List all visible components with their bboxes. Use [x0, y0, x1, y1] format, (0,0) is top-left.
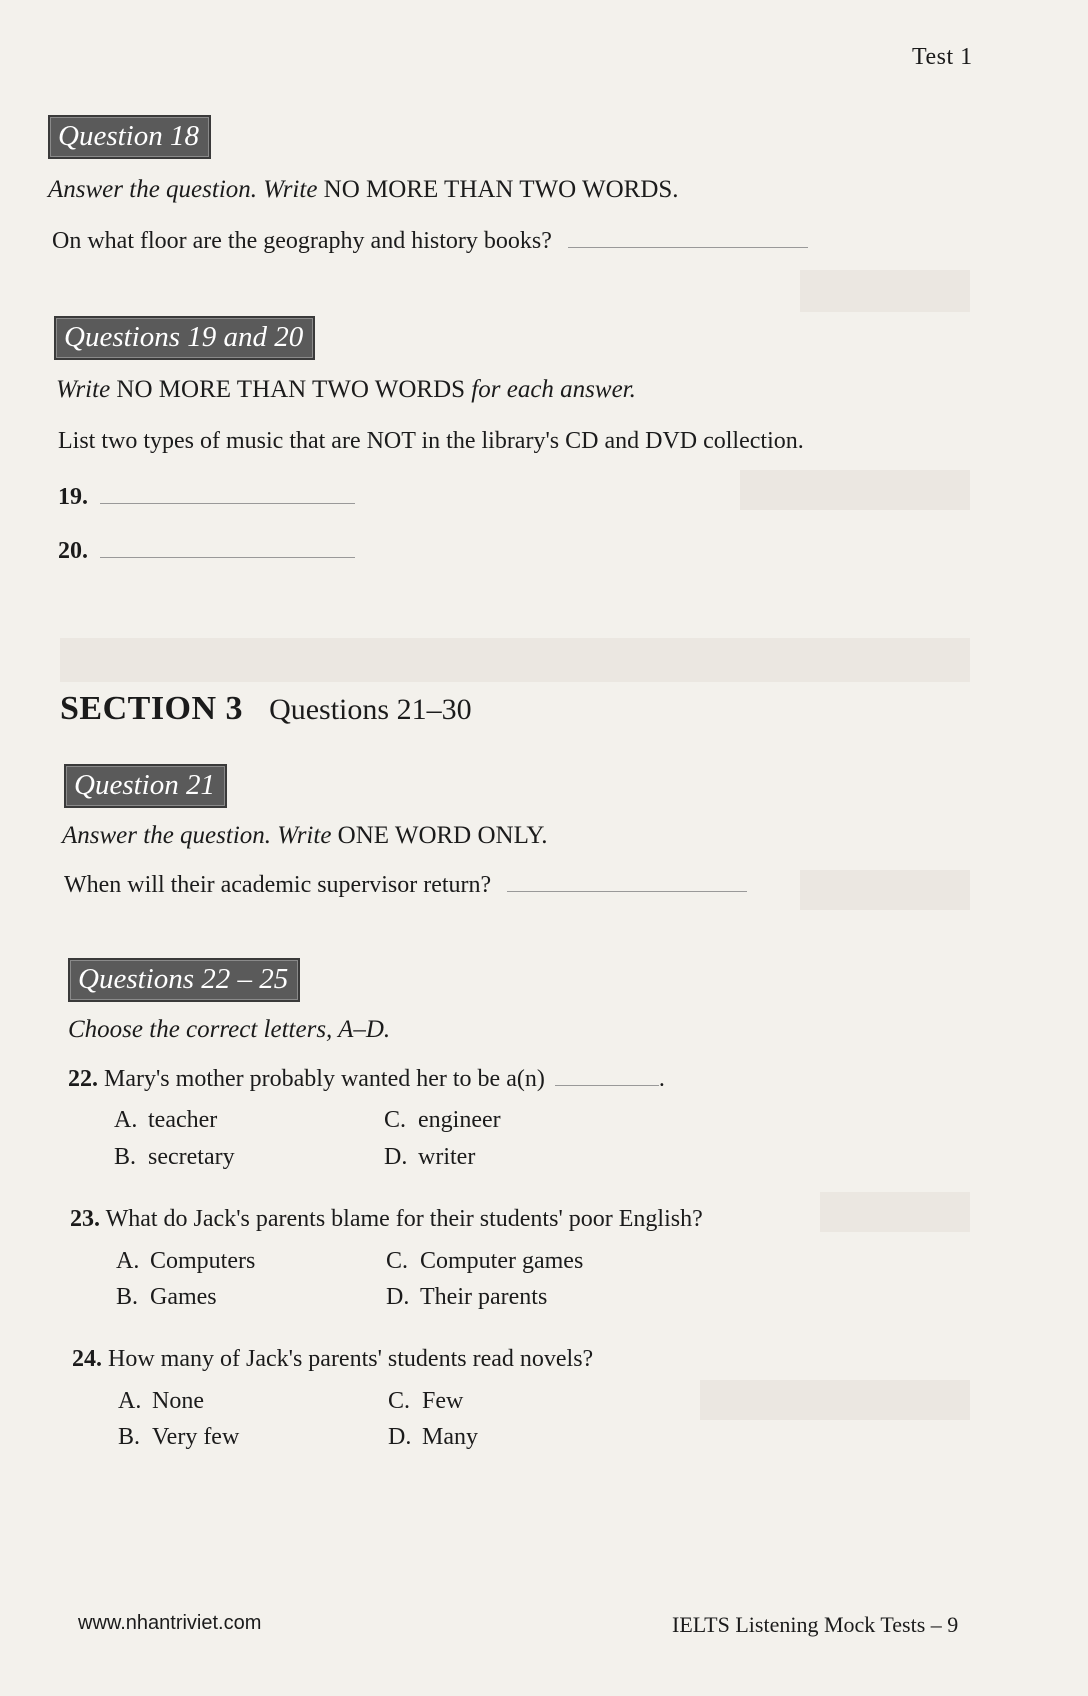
section-subtitle: Questions 21–30 [269, 693, 472, 726]
instruction-caps: NO MORE THAN TWO WORDS. [323, 176, 679, 203]
instruction-caps: NO MORE THAN TWO WORDS [116, 376, 466, 403]
answer-blank[interactable] [100, 503, 355, 504]
question-tail: . [658, 1066, 665, 1092]
option-23-a[interactable] [116, 1248, 255, 1275]
option-letter: D. [388, 1424, 412, 1450]
option-letter: D. [384, 1144, 408, 1170]
option-text: Many [422, 1424, 478, 1450]
bleed-through-box [700, 1380, 970, 1420]
item-number: 20. [58, 538, 88, 564]
question-21-text [64, 872, 747, 899]
questions-22-25-label: Questions 22 – 25 [68, 958, 300, 1002]
answer-blank[interactable] [100, 557, 355, 558]
section-3-heading [60, 690, 472, 728]
question-text: How many of Jack's parents' students read novels? [108, 1346, 594, 1372]
instruction-italic: Answer the question. Write [48, 176, 318, 203]
option-text: None [152, 1388, 204, 1414]
instruction-italic: Answer the question. Write [62, 822, 332, 849]
option-23-c[interactable] [386, 1248, 583, 1275]
option-letter: B. [116, 1284, 139, 1310]
option-letter: A. [116, 1248, 140, 1274]
option-text: Computers [150, 1248, 256, 1274]
option-letter: D. [386, 1284, 410, 1310]
option-22-a[interactable] [114, 1107, 217, 1134]
bleed-through-box [800, 270, 970, 312]
option-23-b[interactable] [116, 1284, 217, 1311]
question-21-label: Question 21 [64, 764, 227, 808]
option-text: Few [422, 1388, 464, 1414]
option-letter: A. [114, 1107, 138, 1133]
questions-19-20-prompt: List two types of music that are NOT in the library's CD and DVD collection. [58, 428, 804, 454]
question-number: 22. [68, 1066, 98, 1092]
instruction-italic: for each answer. [471, 376, 636, 403]
bleed-through-box [740, 470, 970, 510]
running-head: Test 1 [912, 44, 973, 70]
option-22-c[interactable] [384, 1107, 501, 1134]
question-21-instruction [62, 822, 547, 850]
questions-19-20-instruction [56, 376, 636, 404]
answer-blank[interactable] [568, 247, 808, 248]
option-letter: C. [386, 1248, 409, 1274]
option-text: Computer games [420, 1248, 584, 1274]
questions-22-25-instruction: Choose the correct letters, A–D. [68, 1016, 391, 1043]
question-23 [70, 1206, 703, 1233]
option-text: Their parents [420, 1284, 548, 1310]
option-24-a[interactable] [118, 1388, 204, 1415]
option-24-d[interactable] [388, 1424, 478, 1451]
option-22-d[interactable] [384, 1144, 475, 1171]
questions-19-20-label: Questions 19 and 20 [54, 316, 315, 360]
option-letter: C. [384, 1107, 407, 1133]
question-number: 24. [72, 1346, 102, 1372]
bleed-through-box [820, 1192, 970, 1232]
question-18-instruction [48, 176, 679, 204]
question-text: Mary's mother probably wanted her to be a(n) [104, 1066, 545, 1092]
answer-blank[interactable] [555, 1085, 659, 1086]
instruction-italic: Write [56, 376, 111, 403]
item-20 [58, 538, 355, 565]
item-number: 19. [58, 484, 88, 510]
question-text: When will their academic supervisor return? [64, 872, 492, 898]
question-text: What do Jack's parents blame for their students' poor English? [105, 1206, 703, 1232]
question-18-label: Question 18 [48, 115, 211, 159]
footer-website: www.nhantriviet.com [78, 1612, 262, 1634]
option-text: Games [150, 1284, 217, 1310]
option-text: Very few [152, 1424, 240, 1450]
option-letter: C. [388, 1388, 411, 1414]
option-letter: B. [118, 1424, 141, 1450]
question-24 [72, 1346, 593, 1373]
question-number: 23. [70, 1206, 100, 1232]
option-24-c[interactable] [388, 1388, 463, 1415]
option-text: writer [418, 1144, 476, 1170]
footer-book-title: IELTS Listening Mock Tests – 9 [672, 1612, 959, 1637]
option-22-b[interactable] [114, 1144, 235, 1171]
item-19 [58, 484, 355, 511]
option-letter: A. [118, 1388, 142, 1414]
option-24-b[interactable] [118, 1424, 239, 1451]
instruction-caps: ONE WORD ONLY. [337, 822, 548, 849]
option-23-d[interactable] [386, 1284, 547, 1311]
bleed-through-box [800, 870, 970, 910]
question-22 [68, 1066, 665, 1093]
question-18-text [52, 228, 808, 255]
option-text: teacher [148, 1107, 218, 1133]
option-text: engineer [418, 1107, 501, 1133]
option-letter: B. [114, 1144, 137, 1170]
answer-blank[interactable] [507, 891, 747, 892]
section-title: SECTION 3 [60, 690, 244, 727]
question-text: On what floor are the geography and history books? [52, 228, 552, 254]
option-text: secretary [148, 1144, 235, 1170]
bleed-through-box [60, 638, 970, 682]
